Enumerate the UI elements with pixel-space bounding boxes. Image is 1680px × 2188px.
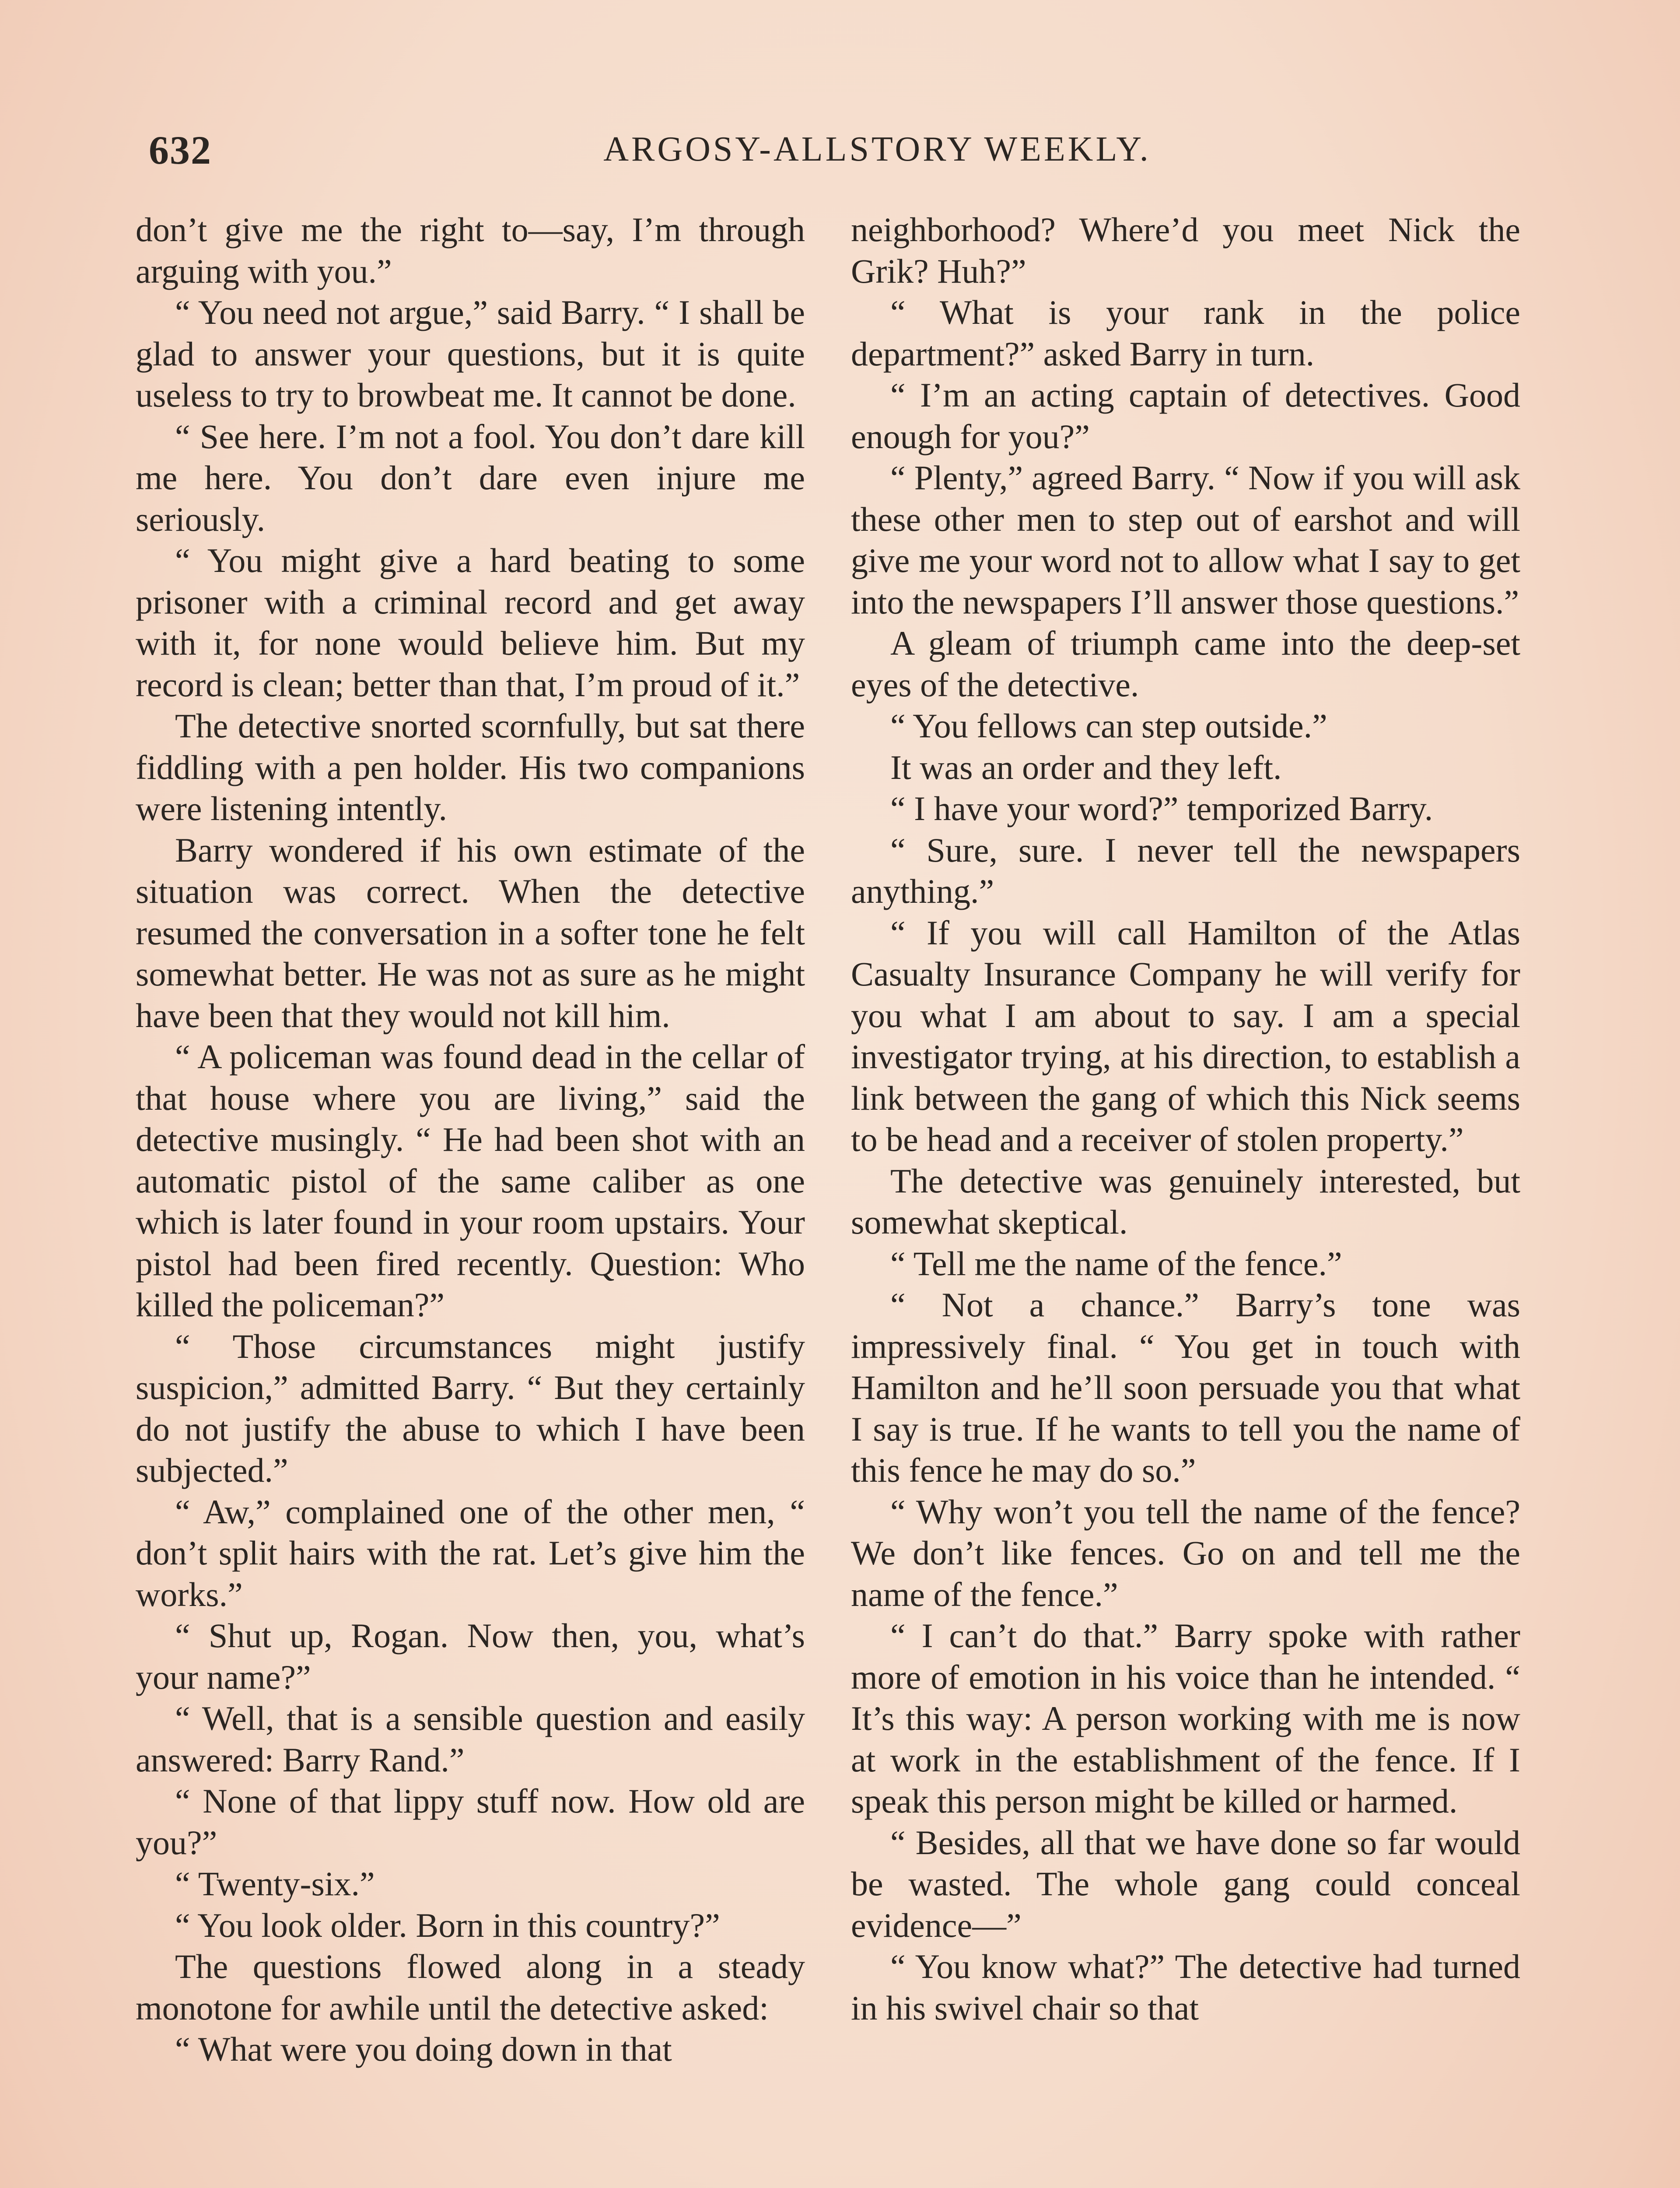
paragraph: “ I’m an acting captain of detectives. Good enough for you?” xyxy=(851,376,1520,456)
paragraph: The questions flowed along in a steady monotone for awhile until the detective asked: xyxy=(136,1947,805,2027)
paragraph: “ Why won’t you tell the name of the fence? We don’t like fences. Go on and tell me the name of the fence.” xyxy=(851,1492,1520,1613)
paragraph: The detective snorted scornfully, but sat there fiddling with a pen holder. His two companions were listening intently. xyxy=(136,707,805,828)
paragraph: neighborhood? Where’d you meet Nick the Grik? Huh?” xyxy=(851,210,1520,290)
paragraph: “ Besides, all that we have done so far would be wasted. The whole gang could conceal evidence—” xyxy=(851,1823,1520,1944)
paragraph: “ Not a chance.” Barry’s tone was impressively final. “ You get in touch with Hamilton and he’ll soon persuade you that what I say is true. If he wants to tell you the name of this fence he may do so.” xyxy=(851,1286,1520,1489)
paragraph: “ I can’t do that.” Barry spoke with rather more of emotion in his voice than he intended. “ It’s this way: A person working with me is now at work in the establishment of the fence. If I speak this person might be killed or harmed. xyxy=(851,1616,1520,1820)
page-header xyxy=(144,127,1531,179)
paragraph: “ You know what?” The detective had turned in his swivel chair so that xyxy=(851,1947,1520,2027)
paragraph: “ Tell me the name of the fence.” xyxy=(890,1244,1342,1283)
paragraph: “ If you will call Hamilton of the Atlas Casualty Insurance Company he will verify for you what I am about to say. I am a special investigator trying, at his direction, to establish a link between the gang of which this Nick seems to be head and a receiver of stolen property.” xyxy=(851,913,1520,1158)
page-number: 632 xyxy=(149,128,212,172)
running-head: ARGOSY-ALLSTORY WEEKLY. xyxy=(603,130,1151,168)
paragraph: “ A policeman was found dead in the cellar of that house where you are living,” said the detective musingly. “ He had been shot with an automatic pistol of the same caliber as one which is later found in your room upstairs. Your pistol had been fired recently. Question: Who killed the policeman?” xyxy=(136,1038,805,1324)
paragraph: “ What were you doing down in that xyxy=(175,2030,672,2068)
paragraph: “ Twenty-six.” xyxy=(175,1865,375,1903)
paragraph: don’t give me the right to—say, I’m through arguing with you.” xyxy=(136,210,805,290)
paragraph: “ Shut up, Rogan. Now then, you, what’s your name?” xyxy=(136,1616,805,1696)
paragraph: “ I have your word?” temporized Barry. xyxy=(890,789,1433,828)
right-column xyxy=(851,209,1520,2188)
paragraph: “ What is your rank in the police department?” asked Barry in turn. xyxy=(851,293,1520,373)
paragraph: The detective was genuinely interested, but somewhat skeptical. xyxy=(851,1161,1520,1241)
paragraph: It was an order and they left. xyxy=(890,748,1282,786)
paragraph: “ You look older. Born in this country?” xyxy=(175,1906,720,1944)
paragraph: “ Well, that is a sensible question and easily answered: Barry Rand.” xyxy=(136,1699,805,1779)
paragraph: “ None of that lippy stuff now. How old are you?” xyxy=(136,1782,805,1862)
paragraph: “ See here. I’m not a fool. You don’t dare kill me here. You don’t dare even injure me seriously. xyxy=(136,417,805,538)
paragraph: Barry wondered if his own estimate of the situation was correct. When the detective resumed the conversation in a softer tone he felt somewhat better. He was not as sure as he might have been that they would not kill him. xyxy=(136,831,805,1034)
paragraph: “ Sure, sure. I never tell the newspapers anything.” xyxy=(851,831,1520,910)
paragraph: “ You might give a hard beating to some prisoner with a criminal record and get away with it, for none would believe him. But my record is clean; better than that, I’m proud of it.” xyxy=(136,541,805,704)
left-column xyxy=(136,209,805,2188)
paragraph: “ You need not argue,” said Barry. “ I shall be glad to answer your questions, but it is quite useless to try to browbeat me. It cannot be done. xyxy=(136,293,805,414)
paragraph: “ Aw,” complained one of the other men, “ don’t split hairs with the rat. Let’s give him the works.” xyxy=(136,1492,805,1613)
paragraph: A gleam of triumph came into the deep-set eyes of the detective. xyxy=(851,624,1520,704)
paragraph: “ You fellows can step outside.” xyxy=(890,707,1327,745)
paragraph: “ Plenty,” agreed Barry. “ Now if you will ask these other men to step out of earshot and will give me your word not to allow what I say to get into the newspapers I’ll answer those questions.” xyxy=(851,459,1520,621)
paragraph: “ Those circumstances might justify suspicion,” admitted Barry. “ But they certainly do not justify the abuse to which I have been subjected.” xyxy=(136,1327,805,1489)
